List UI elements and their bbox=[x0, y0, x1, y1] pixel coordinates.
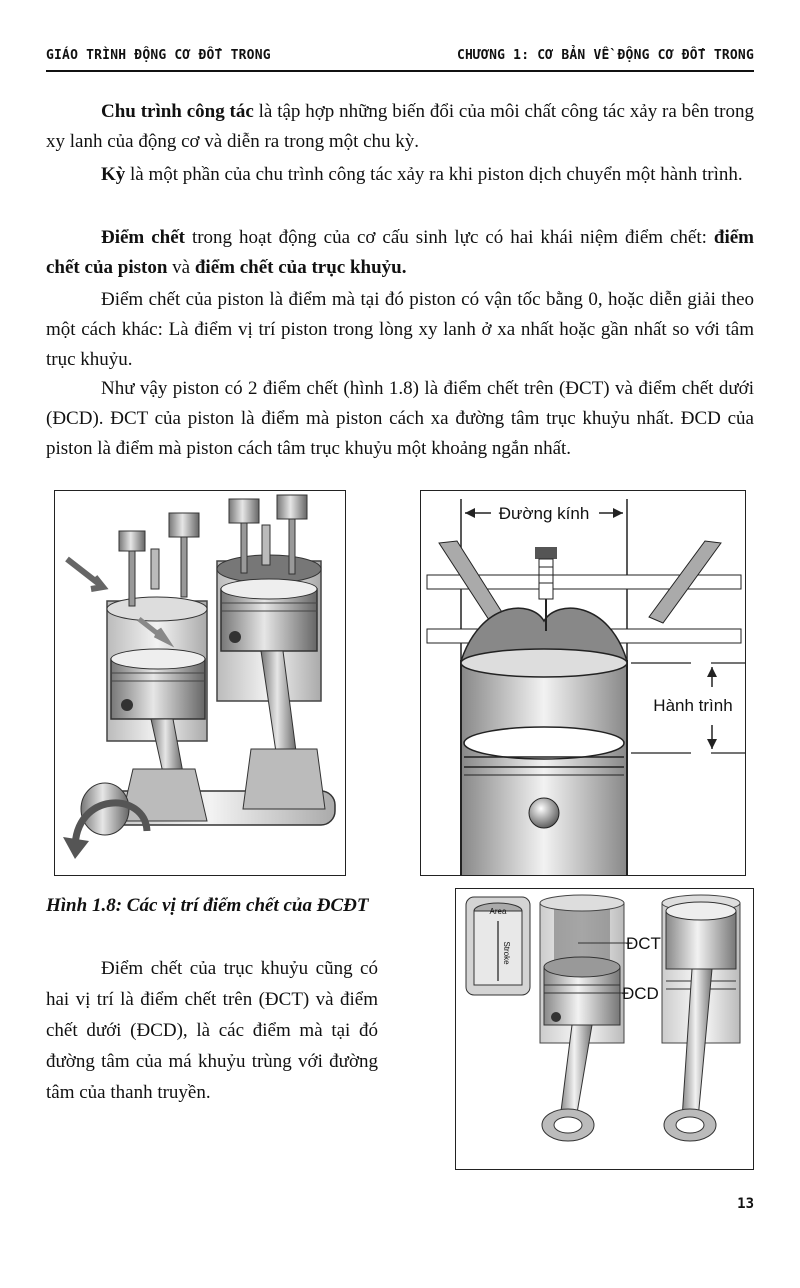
bore-label: Đường kính bbox=[498, 504, 590, 523]
text-work-cycle: là tập hợp những biến đổi của môi chất công tác xảy ra bên trong xy lanh của động cơ và diễn ra trong một chu kỳ. bbox=[46, 101, 755, 152]
tdc-bdc-diagram bbox=[456, 889, 754, 1170]
figure-bore-stroke bbox=[420, 490, 746, 876]
paragraph-crank-dead-center: Điểm chết của trục khuỷu cũng có hai vị trí là điểm chết trên (ĐCT) và điểm chết dưới (ĐCD), là các điểm mà tại đó đường tâm của má khuỷu trùng với đường tâm của thanh truyền. bbox=[46, 958, 378, 1103]
area-label: Area bbox=[489, 907, 507, 916]
paragraph-tdc-bdc: Như vậy piston có 2 điểm chết (hình 1.8) là điểm chết trên (ĐCT) và điểm chết dưới (ĐCD). ĐCT của piston là điểm mà piston cách xa đường tâm trục khuỷu nhất. ĐCD của piston là điểm mà piston cách tâm trục khuỷu một khoảng ngắn nhất. bbox=[46, 378, 754, 459]
term-work-cycle: Chu trình công tác bbox=[101, 101, 254, 122]
bdc-label: ĐCD bbox=[622, 984, 659, 1003]
paragraph-piston-dead-center: Điểm chết của piston là điểm mà tại đó piston có vận tốc bằng 0, hoặc diễn giải theo một cách khác: Là điểm vị trí piston trong lòng xy lanh ở xa nhất hoặc gần nhất so với tâm trục khuỷu. bbox=[46, 289, 754, 370]
paragraph-stroke bbox=[46, 160, 754, 190]
figure-tdc-bdc bbox=[455, 888, 754, 1170]
stroke-label: Hành trình bbox=[653, 696, 733, 715]
term-dead-center: Điểm chết bbox=[101, 227, 185, 248]
paragraph-work-cycle bbox=[46, 97, 754, 157]
figure-caption: Hình 1.8: Các vị trí điểm chết của ĐCĐT bbox=[46, 895, 369, 916]
stroke-inset-label: Stroke bbox=[502, 941, 511, 965]
bore-stroke-diagram bbox=[421, 491, 746, 876]
text-dead-center: trong hoạt động của cơ cấu sinh lực có hai khái niệm điểm chết: bbox=[184, 227, 714, 248]
paragraph-dead-center bbox=[46, 223, 754, 283]
page-number: 13 bbox=[737, 1196, 754, 1212]
figure-engine-cutaway bbox=[54, 490, 346, 876]
term-crank-dead-center: điểm chết của trục khuỷu. bbox=[194, 257, 407, 278]
running-header bbox=[46, 46, 754, 72]
header-chapter-title: CHƯƠNG 1: CƠ BẢN VỀ ĐỘNG CƠ ĐỐT TRONG bbox=[457, 48, 754, 63]
tdc-label: ĐCT bbox=[626, 934, 661, 953]
term-stroke: Kỳ bbox=[101, 164, 126, 185]
text-stroke: là một phần của chu trình công tác xảy ra khi piston dịch chuyển một hành trình. bbox=[125, 164, 743, 185]
header-book-title: GIÁO TRÌNH ĐỘNG CƠ ĐỐT TRONG bbox=[46, 48, 271, 63]
term-piston-dead-center: điểm chết của piston bbox=[46, 227, 754, 278]
text-and: và bbox=[167, 257, 195, 278]
engine-cutaway-illustration bbox=[55, 491, 346, 876]
